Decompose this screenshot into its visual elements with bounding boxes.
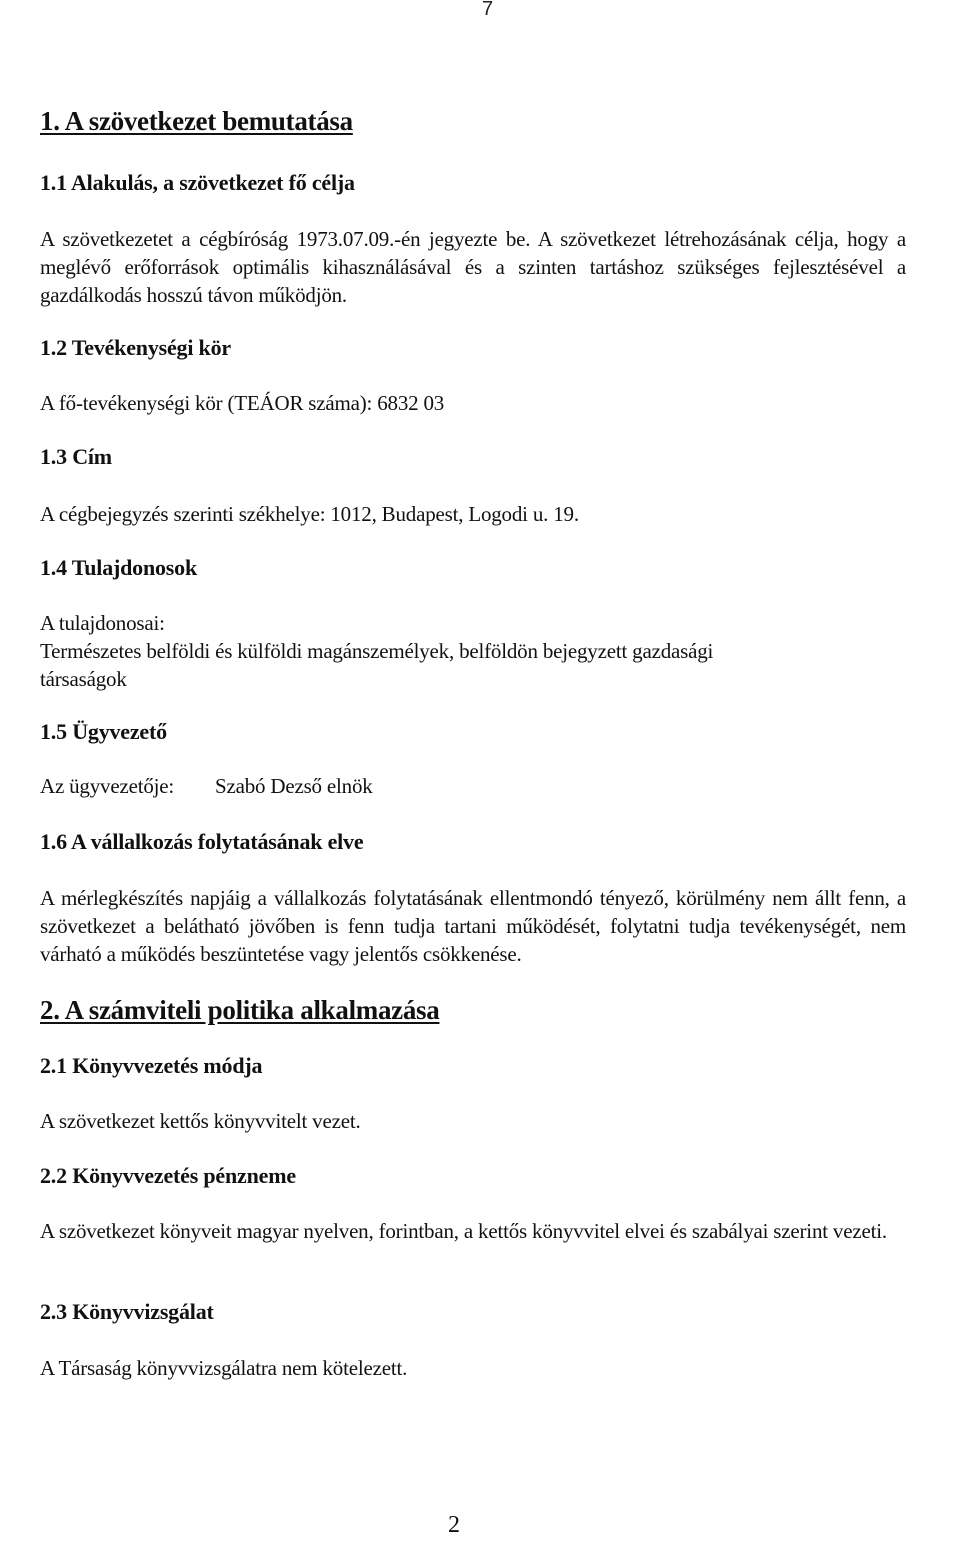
paragraph-2-2: A szövetkezet könyveit magyar nyelven, forintban, a kettős könyvvitel elvei és szabályai szerint vezeti. (40, 1219, 887, 1243)
manager-label: Az ügyvezetője: (40, 774, 175, 798)
heading-1-5: 1.5 Ügyvezető (40, 719, 167, 744)
page-header-number: 7 (482, 0, 494, 20)
heading-1-2: 1.2 Tevékenységi kör (40, 335, 231, 360)
heading-2-3: 2.3 Könyvvizsgálat (40, 1299, 214, 1324)
heading-1-3: 1.3 Cím (40, 444, 112, 469)
heading-1-4: 1.4 Tulajdonosok (40, 555, 197, 580)
heading-1-1: 1.1 Alakulás, a szövetkezet fő célja (40, 170, 355, 195)
heading-section-1: 1. A szövetkezet bemutatása (40, 106, 353, 136)
heading-2-2: 2.2 Könyvvezetés pénzneme (40, 1163, 296, 1188)
paragraph-1-3: A cégbejegyzés szerinti székhelye: 1012, Budapest, Logodi u. 19. (40, 502, 579, 526)
manager-name: Szabó Dezső elnök (215, 774, 373, 798)
heading-section-2: 2. A számviteli politika alkalmazása (40, 995, 440, 1025)
paragraph-1-4: A tulajdonosai: Természetes belföldi és külföldi magánszemélyek, belföldön bejegyzett gazdasági társaságok (40, 611, 714, 691)
paragraph-2-1: A szövetkezet kettős könyvvitelt vezet. (40, 1109, 361, 1133)
heading-2-1: 2.1 Könyvvezetés módja (40, 1053, 263, 1078)
heading-1-6: 1.6 A vállalkozás folytatásának elve (40, 829, 364, 854)
paragraph-1-2: A fő-tevékenységi kör (TEÁOR száma): 6832 03 (40, 391, 445, 415)
paragraph-1-6: A mérlegkészítés napjáig a vállalkozás folytatásának ellentmondó tényező, körülmény nem állt fenn, a szövetkezet a belátható jövőben is fenn tudja tartani működését, folytatni tudja tevékenységét, nem várható a működés beszüntetése vagy jelentős csökkenése. (40, 886, 906, 966)
page-footer-number: 2 (448, 1512, 460, 1538)
paragraph-1-1: A szövetkezetet a cégbíróság 1973.07.09.-én jegyezte be. A szövetkezet létrehozásának célja, hogy a meglévő erőforrások optimális kihasználásával és a szinten tartáshoz szükséges fejlesztésével a gazdálkodás hosszú távon működjön. (40, 227, 906, 307)
paragraph-2-3: A Társaság könyvvizsgálatra nem kötelezett. (40, 1356, 408, 1380)
